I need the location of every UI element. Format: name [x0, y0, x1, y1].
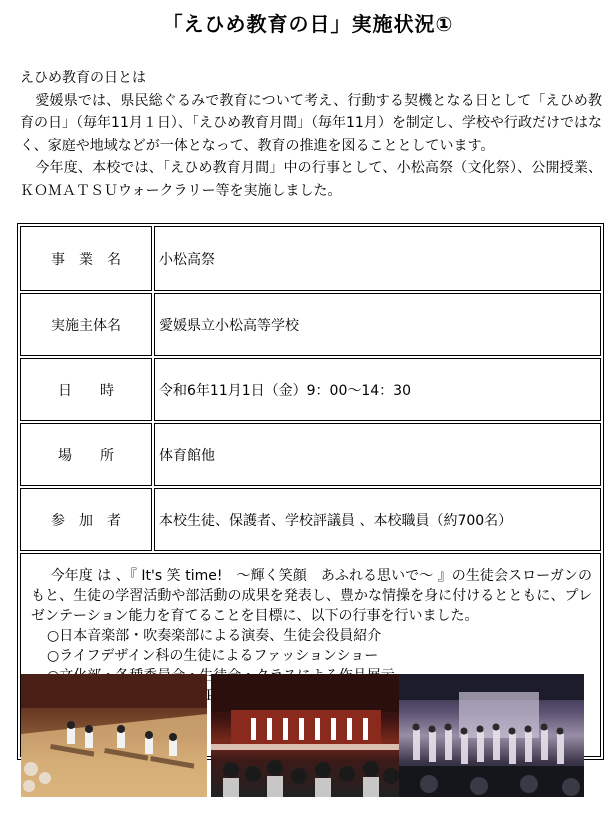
- table-row: [20, 488, 601, 551]
- row-label-event-name: 事 業 名: [20, 226, 152, 291]
- row-value-venue: 体育館他: [154, 423, 601, 486]
- intro-paragraph-2: 今年度、本校では、「えひめ教育月間」中の行事として、小松高祭（文化祭）、公開授業、ＫＯＭＡＴＳＵウォークラリー等を実施しました。: [20, 160, 602, 199]
- row-value-event-name: 小松高祭: [154, 226, 601, 291]
- row-value-organizer: 愛媛県立小松高等学校: [154, 293, 601, 356]
- row-label-participants: 参 加 者: [20, 488, 152, 551]
- table-row: [20, 293, 601, 356]
- row-label-organizer: 実施主体名: [20, 293, 152, 356]
- description-paragraph: 今年度 は 、『 It's 笑 time! 〜輝く笑顔 あふれる思いで〜 』の生徒会スローガンのもと、生徒の学習活動や部活動の成果を発表し、豊かな情操を身に付けるとともに、プレゼンテーション能力を育てることを目標に、以下の行事を行いました。: [31, 568, 592, 624]
- intro-section: [20, 67, 602, 202]
- table-row: [20, 423, 601, 486]
- description-item: ○日本音楽部・吹奏楽部による演奏、生徒会役員紹介: [47, 628, 382, 644]
- photo-fashion-show: [399, 674, 584, 797]
- row-label-venue: 場 所: [20, 423, 152, 486]
- photo-strip: [21, 674, 584, 797]
- page-title: 「えひめ教育の日」実施状況①: [162, 12, 454, 36]
- table-row: [20, 226, 601, 291]
- photo-koto-performance: [21, 674, 207, 797]
- intro-heading: えひめ教育の日とは: [20, 70, 146, 86]
- row-value-participants: 本校生徒、保護者、学校評議員 、本校職員（約700名）: [154, 488, 601, 551]
- intro-paragraph-1: 愛媛県では、県民総ぐるみで教育について考え、行動する契機となる日として「えひめ教育の日」（毎年11月１日）、「えひめ教育月間」（毎年11月）を制定し、学校や行政だけではなく、家庭や地域などが一体となって、教育の推進を図ることとしています。: [20, 92, 602, 154]
- row-label-date: 日 時: [20, 358, 152, 421]
- row-value-date: 令和6年11月1日（金）9：00〜14：30: [154, 358, 601, 421]
- description-item: ○ライフデザイン科の生徒によるファッションショー: [47, 648, 379, 664]
- photo-stage-presentation: [211, 674, 399, 797]
- table-row: [20, 358, 601, 421]
